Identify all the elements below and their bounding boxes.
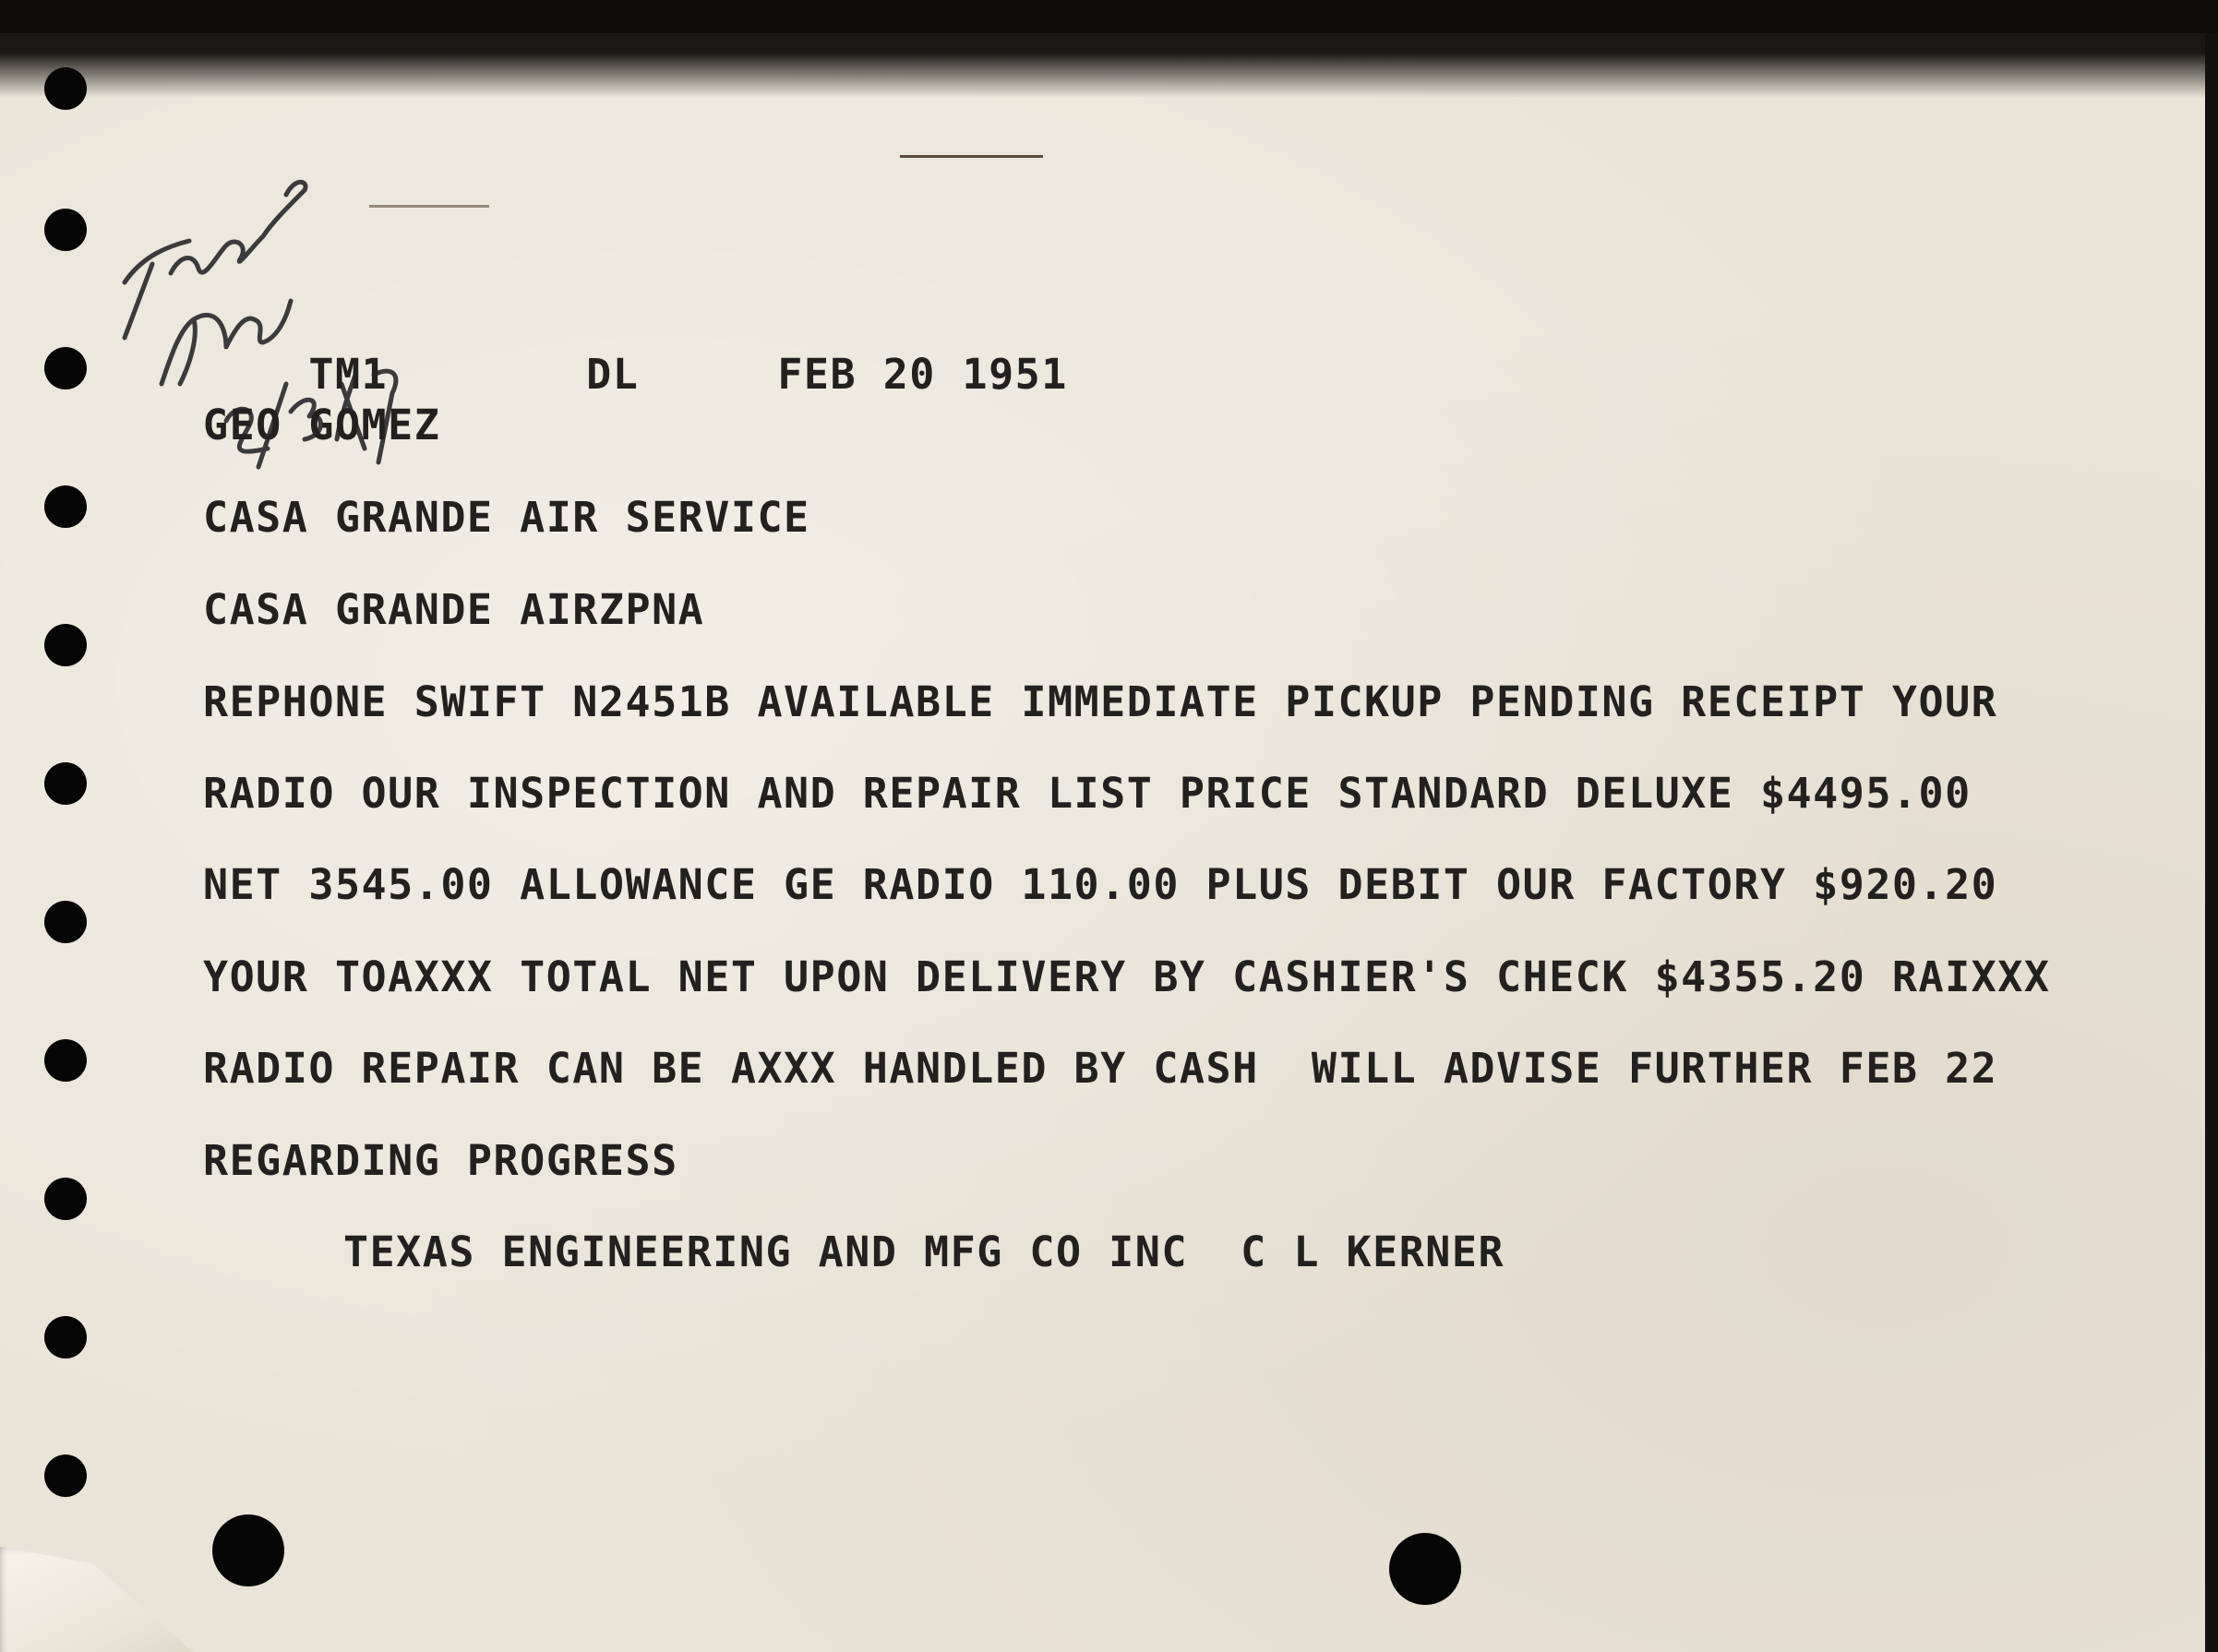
- punch-hole: [44, 1454, 87, 1497]
- telegram-type: DL: [586, 350, 640, 399]
- body-line: RADIO OUR INSPECTION AND REPAIR LIST PRICE STANDARD DELUXE $4495.00: [203, 769, 1972, 818]
- punch-hole: [44, 347, 87, 389]
- punch-hole: [44, 762, 87, 805]
- telegram-code: TM1: [308, 350, 389, 399]
- telegram-paper: [0, 33, 2218, 1652]
- telegram-date: FEB 20 1951: [777, 350, 1068, 399]
- scan-top-shadow: [0, 33, 2218, 98]
- punch-hole: [44, 1039, 87, 1082]
- signature-line: TEXAS ENGINEERING AND MFG CO INC C L KERNER: [343, 1227, 1505, 1276]
- punch-hole: [44, 1178, 87, 1220]
- scan-right-edge: [2205, 33, 2218, 1652]
- punch-hole: [44, 209, 87, 251]
- punch-hole-large: [212, 1514, 284, 1586]
- body-line: RADIO REPAIR CAN BE AXXX HANDLED BY CASH WILL ADVISE FURTHER FEB 22: [203, 1044, 1998, 1093]
- punch-hole-large: [1389, 1533, 1461, 1605]
- punch-hole: [44, 901, 87, 943]
- punch-hole: [44, 624, 87, 666]
- body-line: REPHONE SWIFT N2451B AVAILABLE IMMEDIATE PICKUP PENDING RECEIPT YOUR: [203, 677, 1998, 726]
- punch-hole: [44, 67, 87, 110]
- recipient-company: CASA GRANDE AIR SERVICE: [203, 493, 810, 542]
- body-line: YOUR TOAXXX TOTAL NET UPON DELIVERY BY CASHIER'S CHECK $4355.20 RAIXXX: [203, 952, 2051, 1001]
- punch-hole: [44, 485, 87, 528]
- folded-corner: [0, 1547, 231, 1652]
- body-line: REGARDING PROGRESS: [203, 1136, 678, 1185]
- body-line: NET 3545.00 ALLOWANCE GE RADIO 110.00 PLUS DEBIT OUR FACTORY $920.20: [203, 860, 1998, 909]
- punch-hole: [44, 1316, 87, 1359]
- ink-mark: [900, 155, 1043, 158]
- recipient-location: CASA GRANDE AIRZPNA: [203, 585, 705, 634]
- recipient-name: GEO GOMEZ: [203, 401, 441, 449]
